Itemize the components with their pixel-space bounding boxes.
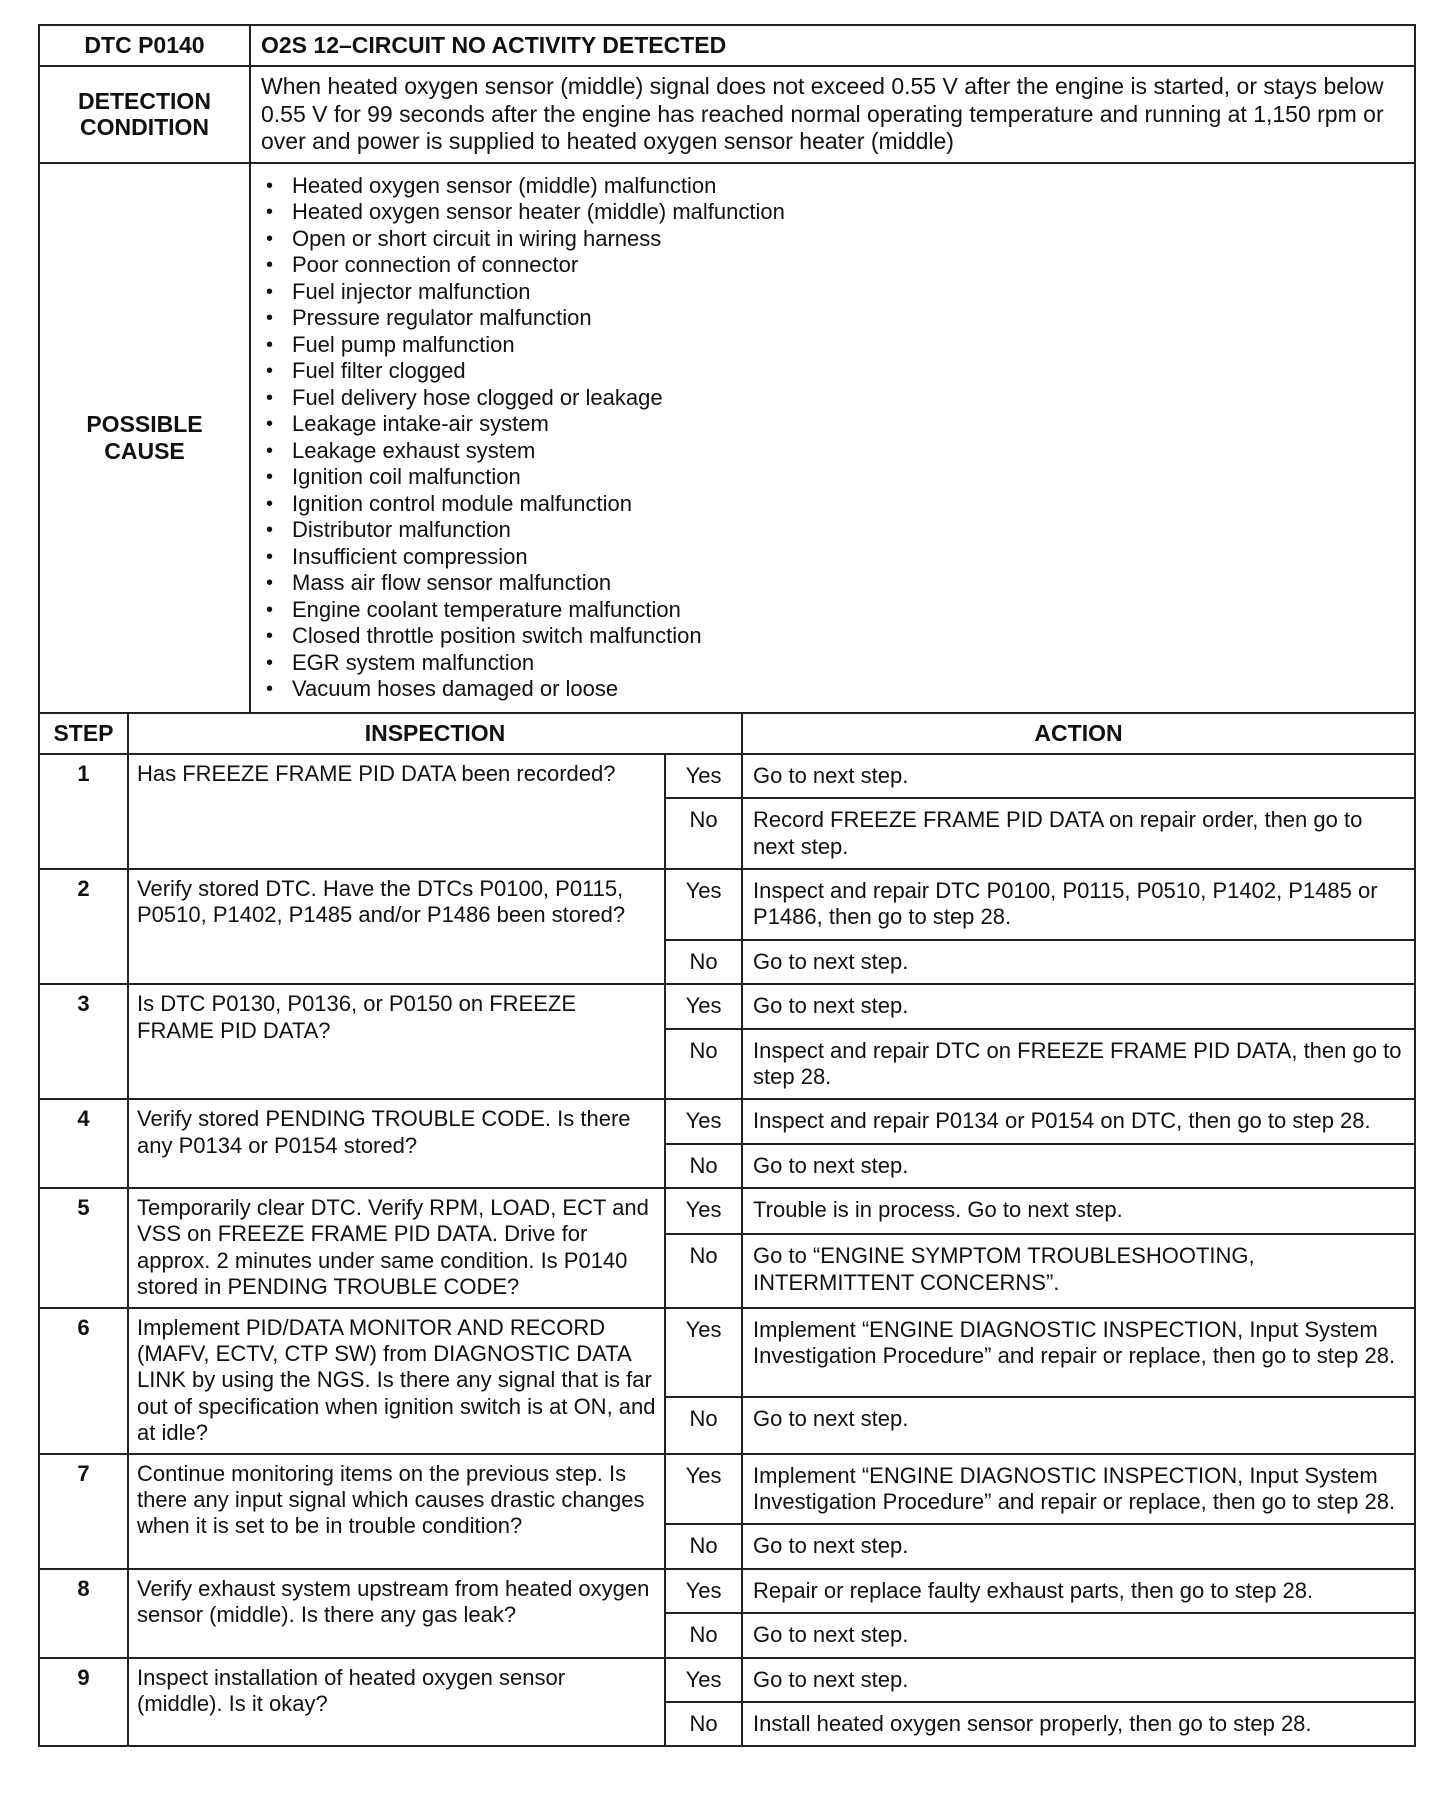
- cause-item: • Leakage intake-air system: [262, 411, 1403, 438]
- possible-cause-row: [39, 163, 1415, 713]
- step-row-yes: [39, 754, 1415, 798]
- step-inspection: Continue monitoring items on the previous step. Is there any input signal which causes drastic changes when it is set to be in trouble condition?: [128, 1454, 665, 1569]
- step-inspection: Implement PID/DATA MONITOR AND RECORD (MAFV, ECTV, CTP SW) from DIAGNOSTIC DATA LINK by using the NGS. Is there any signal that is far out of specification when ignition switch is at ON, and at idle?: [128, 1308, 665, 1454]
- possible-cause-label: [39, 163, 250, 713]
- step-row-yes: [39, 1188, 1415, 1234]
- detection-row: [39, 66, 1415, 163]
- cause-item: • Heated oxygen sensor (middle) malfunction: [262, 173, 1403, 200]
- possible-cause-cell: [250, 163, 1415, 713]
- step-number: 1: [39, 754, 128, 869]
- dtc-code: DTC P0140: [39, 25, 250, 66]
- step-inspection: Verify stored PENDING TROUBLE CODE. Is there any P0134 or P0154 stored?: [128, 1099, 665, 1188]
- step-number: 3: [39, 984, 128, 1099]
- cause-item: • Fuel delivery hose clogged or leakage: [262, 385, 1403, 412]
- step-number: 4: [39, 1099, 128, 1188]
- step-number: 2: [39, 869, 128, 984]
- cause-item: • Ignition control module malfunction: [262, 491, 1403, 518]
- cause-item: • Mass air flow sensor malfunction: [262, 570, 1403, 597]
- cause-item: • Ignition coil malfunction: [262, 464, 1403, 491]
- detection-label-line1: DETECTION: [78, 87, 211, 114]
- cause-item: • Fuel injector malfunction: [262, 279, 1403, 306]
- step-inspection: Verify exhaust system upstream from heated oxygen sensor (middle). Is there any gas leak?: [128, 1569, 665, 1658]
- yes-label: Yes: [665, 984, 742, 1028]
- no-label: No: [665, 1524, 742, 1568]
- step-number: 8: [39, 1569, 128, 1658]
- no-label: No: [665, 1144, 742, 1188]
- step-number: 7: [39, 1454, 128, 1569]
- action-column-header: ACTION: [742, 713, 1415, 754]
- inspection-column-header: INSPECTION: [128, 713, 742, 754]
- step-number: 9: [39, 1658, 128, 1747]
- no-label: No: [665, 1613, 742, 1657]
- step-row-yes: [39, 1569, 1415, 1613]
- no-action: Inspect and repair DTC on FREEZE FRAME PID DATA, then go to step 28.: [742, 1029, 1415, 1100]
- cause-item: • Fuel filter clogged: [262, 358, 1403, 385]
- yes-label: Yes: [665, 1658, 742, 1702]
- step-number: 6: [39, 1308, 128, 1454]
- yes-label: Yes: [665, 1454, 742, 1525]
- cause-item: • Insufficient compression: [262, 544, 1403, 571]
- step-row-yes: [39, 984, 1415, 1028]
- step-number: 5: [39, 1188, 128, 1308]
- cause-item: • Closed throttle position switch malfunction: [262, 623, 1403, 650]
- detection-label-line2: CONDITION: [79, 114, 210, 141]
- yes-action: Go to next step.: [742, 984, 1415, 1028]
- yes-action: Trouble is in process. Go to next step.: [742, 1188, 1415, 1234]
- yes-action: Go to next step.: [742, 754, 1415, 798]
- yes-action: Go to next step.: [742, 1658, 1415, 1702]
- no-action: Record FREEZE FRAME PID DATA on repair order, then go to next step.: [742, 798, 1415, 869]
- yes-label: Yes: [665, 1188, 742, 1234]
- no-action: Go to “ENGINE SYMPTOM TROUBLESHOOTING, INTERMITTENT CONCERNS”.: [742, 1234, 1415, 1307]
- no-label: No: [665, 798, 742, 869]
- cause-item: • Pressure regulator malfunction: [262, 305, 1403, 332]
- step-inspection: Has FREEZE FRAME PID DATA been recorded?: [128, 754, 665, 869]
- cause-label-line1: POSSIBLE: [86, 411, 203, 438]
- step-row-yes: [39, 1658, 1415, 1702]
- step-row-yes: [39, 1308, 1415, 1398]
- dtc-header-table: [38, 24, 1416, 714]
- cause-item: • Heated oxygen sensor heater (middle) malfunction: [262, 199, 1403, 226]
- yes-label: Yes: [665, 754, 742, 798]
- yes-action: Inspect and repair P0134 or P0154 on DTC, then go to step 28.: [742, 1099, 1415, 1143]
- yes-action: Implement “ENGINE DIAGNOSTIC INSPECTION, Input System Investigation Procedure” and repair or replace, then go to step 28.: [742, 1308, 1415, 1398]
- no-action: Install heated oxygen sensor properly, then go to step 28.: [742, 1702, 1415, 1746]
- no-action: Go to next step.: [742, 940, 1415, 984]
- yes-action: Implement “ENGINE DIAGNOSTIC INSPECTION, Input System Investigation Procedure” and repair or replace, then go to step 28.: [742, 1454, 1415, 1525]
- yes-label: Yes: [665, 869, 742, 940]
- steps-table: [38, 712, 1416, 1748]
- cause-item: • Open or short circuit in wiring harness: [262, 226, 1403, 253]
- no-action: Go to next step.: [742, 1613, 1415, 1657]
- yes-action: Repair or replace faulty exhaust parts, then go to step 28.: [742, 1569, 1415, 1613]
- no-action: Go to next step.: [742, 1144, 1415, 1188]
- cause-item: • EGR system malfunction: [262, 650, 1403, 677]
- step-inspection: Temporarily clear DTC. Verify RPM, LOAD, ECT and VSS on FREEZE FRAME PID DATA. Drive for approx. 2 minutes under same condition. Is P0140 stored in PENDING TROUBLE CODE?: [128, 1188, 665, 1308]
- step-inspection: Inspect installation of heated oxygen sensor (middle). Is it okay?: [128, 1658, 665, 1747]
- no-label: No: [665, 1702, 742, 1746]
- step-row-yes: [39, 1099, 1415, 1143]
- cause-item: • Leakage exhaust system: [262, 438, 1403, 465]
- dtc-title: O2S 12–CIRCUIT NO ACTIVITY DETECTED: [250, 25, 1415, 66]
- step-column-header: STEP: [39, 713, 128, 754]
- cause-item: • Vacuum hoses damaged or loose: [262, 676, 1403, 703]
- cause-item: • Distributor malfunction: [262, 517, 1403, 544]
- steps-header-row: [39, 713, 1415, 754]
- cause-item: • Poor connection of connector: [262, 252, 1403, 279]
- detection-condition-label: [39, 66, 250, 163]
- step-inspection: Is DTC P0130, P0136, or P0150 on FREEZE FRAME PID DATA?: [128, 984, 665, 1099]
- cause-list: [252, 165, 1413, 711]
- no-label: No: [665, 1234, 742, 1307]
- no-label: No: [665, 1397, 742, 1453]
- diagnostic-sheet: [38, 24, 1416, 1747]
- yes-label: Yes: [665, 1308, 742, 1398]
- detection-condition-text: When heated oxygen sensor (middle) signal does not exceed 0.55 V after the engine is started, or stays below 0.55 V for 99 seconds after the engine has reached normal operating temperature and running at 1,150 rpm or over and power is supplied to heated oxygen sensor heater (middle): [250, 66, 1415, 163]
- cause-item: • Fuel pump malfunction: [262, 332, 1403, 359]
- step-inspection: Verify stored DTC. Have the DTCs P0100, P0115, P0510, P1402, P1485 and/or P1486 been stored?: [128, 869, 665, 984]
- no-action: Go to next step.: [742, 1524, 1415, 1568]
- dtc-row: [39, 25, 1415, 66]
- step-row-yes: [39, 1454, 1415, 1525]
- no-label: No: [665, 1029, 742, 1100]
- no-label: No: [665, 940, 742, 984]
- yes-action: Inspect and repair DTC P0100, P0115, P0510, P1402, P1485 or P1486, then go to step 28.: [742, 869, 1415, 940]
- no-action: Go to next step.: [742, 1397, 1415, 1453]
- steps-body: [39, 754, 1415, 1747]
- cause-label-line2: CAUSE: [104, 437, 185, 464]
- yes-label: Yes: [665, 1099, 742, 1143]
- step-row-yes: [39, 869, 1415, 940]
- yes-label: Yes: [665, 1569, 742, 1613]
- cause-item: • Engine coolant temperature malfunction: [262, 597, 1403, 624]
